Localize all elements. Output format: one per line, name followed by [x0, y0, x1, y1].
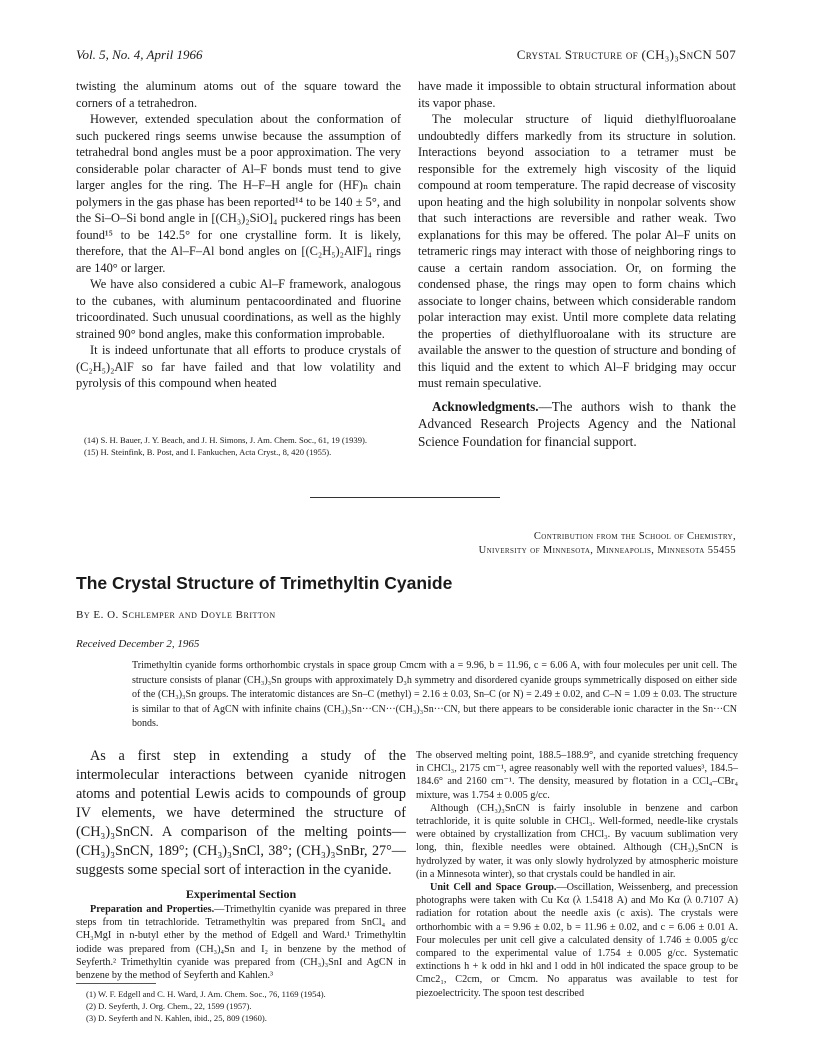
affiliation-line: University of Minnesota, Minneapolis, Minnesota 55455: [478, 545, 736, 556]
paragraph-text: —Trimethyltin cyanide was prepared in three steps from tin tetrachloride. Tetramethyltin was prepared from SnCl₄ and CH₃MgI in n-butyl ether by the method of Edgell and Ward.¹ Trimethyltin iodide was prepared from (CH₃)₄Sn and I₂ in benzene by the method of Seyferth.² Trimethyltin cyanide was prepared from (CH₃)₃SnI and AgCN in benzene by the method of Seyferth and Kahlen.³: [76, 904, 407, 982]
running-head: [76, 47, 736, 65]
section-divider: [310, 497, 500, 498]
bottom-left-column: [76, 747, 406, 982]
paragraph: twisting the aluminum atoms out of the square toward the corners of a tetrahedron.: [76, 79, 401, 110]
article-title: The Crystal Structure of Trimethyltin Cyanide: [76, 573, 453, 593]
paragraph: have made it impossible to obtain structural information about its vapor phase.: [418, 79, 736, 110]
runin-heading: Preparation and Properties.: [90, 904, 215, 915]
affiliation-line: Contribution from the School of Chemistry,: [533, 531, 736, 542]
footnote: (15) H. Steinfink, B. Post, and I. Fankuchen, Acta Cryst., 8, 420 (1955).: [84, 447, 332, 457]
acknowledgments: [418, 398, 736, 451]
article-authors: By E. O. Schlemper and Doyle Britton: [76, 609, 276, 621]
acknowledgments-label: Acknowledgments.: [432, 398, 539, 414]
paragraph: It is indeed unfortunate that all efforts to produce crystals of (C₂H₅)₂AlF so far have failed and that low volatility and pyrolysis of this compound when heated: [76, 343, 401, 390]
paragraph: The molecular structure of liquid diethylfluoroalane undoubtedly differs markedly from its structure in solution. Interactions beyond association to a tetramer must be responsible for the extremely high viscosity of the liquid compound at room temperature. The rapid decrease of viscosity upon heating and the high solubility in nonpolar solvents show that such interactions are reversible and rather weak. Two explanations for this may be offered. The polar Al–F units on tetrameric rings may interact with those of neighboring rings to cause a certain random association. Or, on forming the condensed phase, the rings may open to form chains which associate to longer chains, between which considerable random polar interaction may exist. Until more complete data relating the properties of diethylfluoroalane with its structure are available the answer to the question of structure and bonding of this liquid and the extent to which Al–F bridging may occur must remain speculative.: [418, 112, 736, 390]
running-head-title-page: Crystal Structure of (CH₃)₃SnCN 507: [516, 47, 736, 62]
acknowledgments-text: —The authors wish to thank the Advanced Research Projects Agency and the National Science Foundation for financial support.: [418, 398, 736, 449]
paragraph: Although (CH₃)₃SnCN is fairly insoluble in benzene and carbon tetrachloride, it is quite soluble in CHCl₃. Well-formed, needle-like crystals were obtained by crystallization from CHCl₃. By vacuum sublimation very long, thin, flexible needles were obtained. Although (CH₃)₃SnCN is hydrolyzed by water, it was only slowly hydrolyzed by atmospheric moisture (in a Minnesota winter), so that crystals could be handled in air.: [416, 802, 738, 880]
top-right-column: [418, 78, 736, 450]
intro-paragraph: As a first step in extending a study of the intermolecular interactions between cyanide nitrogen atoms and potential Lewis acids to compounds of group IV elements, we have determined the structure of (CH₃)₃SnCN. A comparison of the melting points—(CH₃)₃SnCN, 189°; (CH₃)₃SnCl, 38°; (CH₃)₃SnBr, 27°—suggests some special sort of interaction in the cyanide.: [76, 748, 406, 878]
affiliation: [479, 530, 736, 558]
paragraph: However, extended speculation about the conformation of such puckered rings seems unwise because the assumption of tetrahedral bond angles must be a poor approximation. The very considerable polar character of Al–F bonds must tend to give larger angles for the ring. The H–F–H angle for (HF)ₙ chain polymers in the gas phase has been reported¹⁴ to be 140 ± 5°, and the Si–O–Si bond angle in [(CH₃)₂SiO]₄ puckered rings has been found¹⁵ to be 142.5° for one crystalline form. It is likely, therefore, that the Al–F–Al bond angles on [(C₂H₅)₂AlF]₄ rings are 140° or larger.: [76, 112, 401, 275]
running-head-volume: Vol. 5, No. 4, April 1966: [76, 47, 203, 62]
received-date: Received December 2, 1965: [76, 638, 200, 650]
footnote: (14) S. H. Bauer, J. Y. Beach, and J. H. Simons, J. Am. Chem. Soc., 61, 19 (1939).: [84, 435, 367, 445]
bottom-right-column: [416, 749, 738, 1000]
abstract: Trimethyltin cyanide forms orthorhombic crystals in space group Cmcm with a = 9.96, b = 11.96, c = 6.06 A, with four molecules per unit cell. The structure consists of planar (CH₃)₃Sn groups with approximately D₃h symmetry and disordered cyanide groups symmetrically disposed on either side of the (CH₃)₃Sn groups. The interatomic distances are Sn–C (methyl) = 2.16 ± 0.03, Sn–C (or N) = 2.49 ± 0.02, and C–N = 1.09 ± 0.03. The structure is similar to that of AgCN with infinite chains (CH₃)₃Sn···CN···(CH₃)₃Sn···CN, but there appears to be considerable ionic character in the Sn···CN bonds.: [132, 660, 737, 729]
top-left-column: [76, 78, 401, 392]
paragraph: The observed melting point, 188.5–188.9°, and cyanide stretching frequency in CHCl₃, 2175 cm⁻¹, agree reasonably well with the reported values³, 184.5–184.6° and 2160 cm⁻¹. The density, measured by flotation in a CCl₄–CBr₄ mixture, was 1.754 ± 0.005 g/cc.: [416, 750, 738, 801]
runin-heading: Unit Cell and Space Group.: [430, 882, 557, 894]
paragraph: We have also considered a cubic Al–F framework, analogous to the cubanes, with aluminum pentacoordinated and fluorine tricoordinated. Such unusual coordinations, as well as the highly strained 90° bond angles, make this conformation improbable.: [76, 277, 401, 341]
section-heading: Experimental Section: [185, 887, 297, 901]
bottom-footnotes: [86, 988, 406, 1024]
paragraph-text: —Oscillation, Weissenberg, and precession photographs were taken with Cu Kα (λ 1.5418 A) and Mo Kα (λ 0.7107 A) radiation for rotation about the needle axis (c axis). The crystals were orthorhombic with a = 9.96 ± 0.02, b = 11.96 ± 0.02, and c = 6.06 ± 0.01 A. Four molecules per unit cell give a calculated density of 1.746 ± 0.005 g/cc compared to the experimental value of 1.754 ± 0.005 g/cc. Systematic extinctions h + k odd in hkl and l odd in h0l indicated the space group to be Cmc2₁, C2cm, or Cmcm. No apparatus was available to test for piezoelectricity. The spoon test described: [416, 882, 738, 999]
footnote: (3) D. Seyferth and N. Kahlen, ibid., 25, 809 (1960).: [86, 1013, 267, 1023]
footnote: (2) D. Seyferth, J. Org. Chem., 22, 1599 (1957).: [86, 1001, 252, 1011]
top-footnotes: [84, 434, 404, 458]
footnote-rule: [76, 983, 156, 984]
footnote: (1) W. F. Edgell and C. H. Ward, J. Am. Chem. Soc., 76, 1169 (1954).: [86, 989, 326, 999]
paragraph: [76, 903, 406, 982]
paragraph: [416, 881, 738, 1000]
